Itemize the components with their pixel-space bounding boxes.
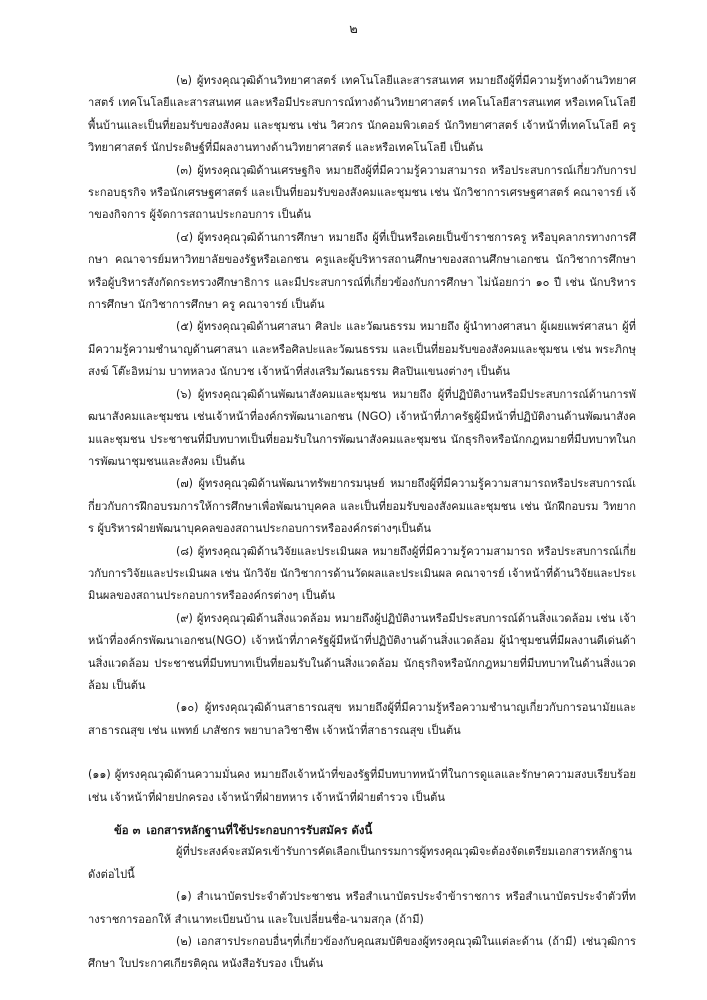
qualification-item-economy: (๓) ผู้ทรงคุณวุฒิด้านเศรษฐกิจ หมายถึงผู้ที่มีความรู้ความสามารถ หรือประสบการณ์เกี่ยวกับการประกอบธุรกิจ หรือนักเศรษฐศาสตร์ และเป็นที่ยอมรับของสังคมและชุมชน เช่น นักวิชาการเศรษฐศาสตร์ คณาจารย์ เจ้าของกิจการ ผู้จัดการสถานประกอบการ เป็นต้น (88, 163, 636, 222)
page-number: ๒ (349, 22, 358, 37)
qualification-item-environment: (๙) ผู้ทรงคุณวุฒิด้านสิ่งแวดล้อม หมายถึงผู้ปฏิบัติงานหรือมีประสบการณ์ด้านสิ่งแวดล้อม เช่น เจ้าหน้าที่องค์กรพัฒนาเอกชน(NGO) เจ้าหน้าที่ภาครัฐผู้มีหน้าที่ปฏิบัติงานด้านสิ่งแวดล้อม ผู้นำชุมชนที่มีผลงานดีเด่นด้านสิ่งแวดล้อม ประชาชนที่มีบทบาทเป็นที่ยอมรับในด้านสิ่งแวดล้อม นักธุรกิจหรือนักกฎหมายที่มีบทบาทในด้านสิ่งแวดล้อม เป็นต้น (88, 611, 636, 692)
qualification-item-science: (๒) ผู้ทรงคุณวุฒิด้านวิทยาศาสตร์ เทคโนโลยีและสารสนเทศ หมายถึงผู้ที่มีความรู้ทางด้านวิทยาศาสตร์ เทคโนโลยีและสารสนเทศ และหรือมีประสบการณ์ทางด้านวิทยาศาสตร์ เทคโนโลยีสารสนเทศ หรือเทคโนโลยีพื้นบ้านและเป็นที่ยอมรับของสังคม และชุมชน เช่น วิศวกร นักคอมพิวเตอร์ นักวิทยาศาสตร์ เจ้าหน้าที่เทคโนโลยี ครูวิทยาศาสตร์ นักประดิษฐ์ที่มีผลงานทางด้านวิทยาศาสตร์ และหรือเทคโนโลยี เป็นต้น (88, 74, 636, 155)
required-document-id-card: (๑) สำเนาบัตรประจำตัวประชาชน หรือสำเนาบัตรประจำข้าราชการ หรือสำเนาบัตรประจำตัวที่ทางราชการออกให้ สำเนาทะเบียนบ้าน และใบเปลี่ยนชื่อ-นามสกุล (ถ้ามี) (88, 890, 636, 926)
section-3-heading (88, 819, 636, 841)
qualification-item-human-resources: (๗) ผู้ทรงคุณวุฒิด้านพัฒนาทรัพยากรมนุษย์ หมายถึงผู้ที่มีความรู้ความสามารถหรือประสบการณ์เกี่ยวกับการฝึกอบรมการให้การศึกษาเพื่อพัฒนาบุคคล และเป็นที่ยอมรับของสังคมและชุมชน เช่น นักฝึกอบรม วิทยากร ผู้บริหารฝ่ายพัฒนาบุคคลของสถานประกอบการหรือองค์กรต่างๆเป็นต้น (88, 477, 636, 536)
required-document-supporting: (๒) เอกสารประกอบอื่นๆที่เกี่ยวข้องกับคุณสมบัติของผู้ทรงคุณวุฒิในแต่ละด้าน (ถ้ามี) เช่นวุฒิการศึกษา ใบประกาศเกียรติคุณ หนังสือรับรอง เป็นต้น (88, 935, 636, 971)
qualification-item-social-development: (๖) ผู้ทรงคุณวุฒิด้านพัฒนาสังคมและชุมชน หมายถึง ผู้ที่ปฏิบัติงานหรือมีประสบการณ์ด้านการพัฒนาสังคมและชุมชน เช่นเจ้าหน้าที่องค์กรพัฒนาเอกชน (NGO) เจ้าหน้าที่ภาครัฐผู้มีหน้าที่ปฏิบัติงานด้านพัฒนาสังคมและชุมชน ประชาชนที่มีบทบาทเป็นที่ยอมรับในการพัฒนาสังคมและชุมชน นักธุรกิจหรือนักกฎหมายที่มีบทบาทในการพัฒนาชุมชนและสังคม เป็นต้น (88, 387, 636, 468)
qualification-item-religion-arts: (๕) ผู้ทรงคุณวุฒิด้านศาสนา ศิลปะ และวัฒนธรรม หมายถึง ผู้นำทางศาสนา ผู้เผยแพร่ศาสนา ผู้ที่มีความรู้ความชำนาญด้านศาสนา และหรือศิลปะและวัฒนธรรม และเป็นที่ยอมรับของสังคมและชุมชน เช่น พระภิกษุสงฆ์ โต๊ะอิหม่าม บาทหลวง นักบวช เจ้าหน้าที่ส่งเสริมวัฒนธรรม ศิลปินแขนงต่างๆ เป็นต้น (88, 320, 636, 379)
qualification-item-public-health: (๑๐) ผู้ทรงคุณวุฒิด้านสาธารณสุข หมายถึงผู้ที่มีความรู้หรือความชำนาญเกี่ยวกับการอนามัยและสาธารณสุข เช่น แพทย์ เภสัชกร พยาบาลวิชาชีพ เจ้าหน้าที่สาธารณสุข เป็นต้น (88, 701, 636, 737)
qualification-item-research: (๘) ผู้ทรงคุณวุฒิด้านวิจัยและประเมินผล หมายถึงผู้ที่มีความรู้ความสามารถ หรือประสบการณ์เกี่ยวกับการวิจัยและประเมินผล เช่น นักวิจัย นักวิชาการด้านวัดผลและประเมินผล คณาจารย์ เจ้าหน้าที่ด้านวิจัยและประเมินผลของสถานประกอบการหรือองค์กรต่างๆ เป็นต้น (88, 544, 636, 603)
section-3-number: ข้อ ๓ (114, 823, 141, 837)
section-3-intro: ผู้ที่ประสงค์จะสมัครเข้ารับการคัดเลือกเป็นกรรมการผู้ทรงคุณวุฒิจะต้องจัดเตรียมเอกสารหลักฐานดังต่อไปนี้ (88, 845, 632, 881)
section-3-title: เอกสารหลักฐานที่ใช้ประกอบการรับสมัคร ดังนี้ (146, 823, 373, 837)
qualification-item-education: (๔) ผู้ทรงคุณวุฒิด้านการศึกษา หมายถึง ผู้ที่เป็นหรือเคยเป็นข้าราชการครู หรือบุคลากรทางการศึกษา คณาจารย์มหาวิทยาลัยของรัฐหรือเอกชน ครูและผู้บริหารสถานศึกษาของสถานศึกษาเอกชน นักวิชาการศึกษา หรือผู้บริหารสังกัดกระทรวงศึกษาธิการ และมีประสบการณ์ที่เกี่ยวข้องกับการศึกษา ไม่น้อยกว่า ๑๐ ปี เช่น นักบริหารการศึกษา นักวิชาการศึกษา ครู คณาจารย์ เป็นต้น (88, 230, 636, 312)
document-body (88, 70, 636, 976)
qualification-item-security: (๑๑) ผู้ทรงคุณวุฒิด้านความมั่นคง หมายถึงเจ้าหน้าที่ของรัฐที่มีบทบาทหน้าที่ในการดูแลและรักษาความสงบเรียบร้อย เช่น เจ้าหน้าที่ฝ่ายปกครอง เจ้าหน้าที่ฝ่ายทหาร เจ้าหน้าที่ฝ่ายตำรวจ เป็นต้น (88, 768, 636, 804)
